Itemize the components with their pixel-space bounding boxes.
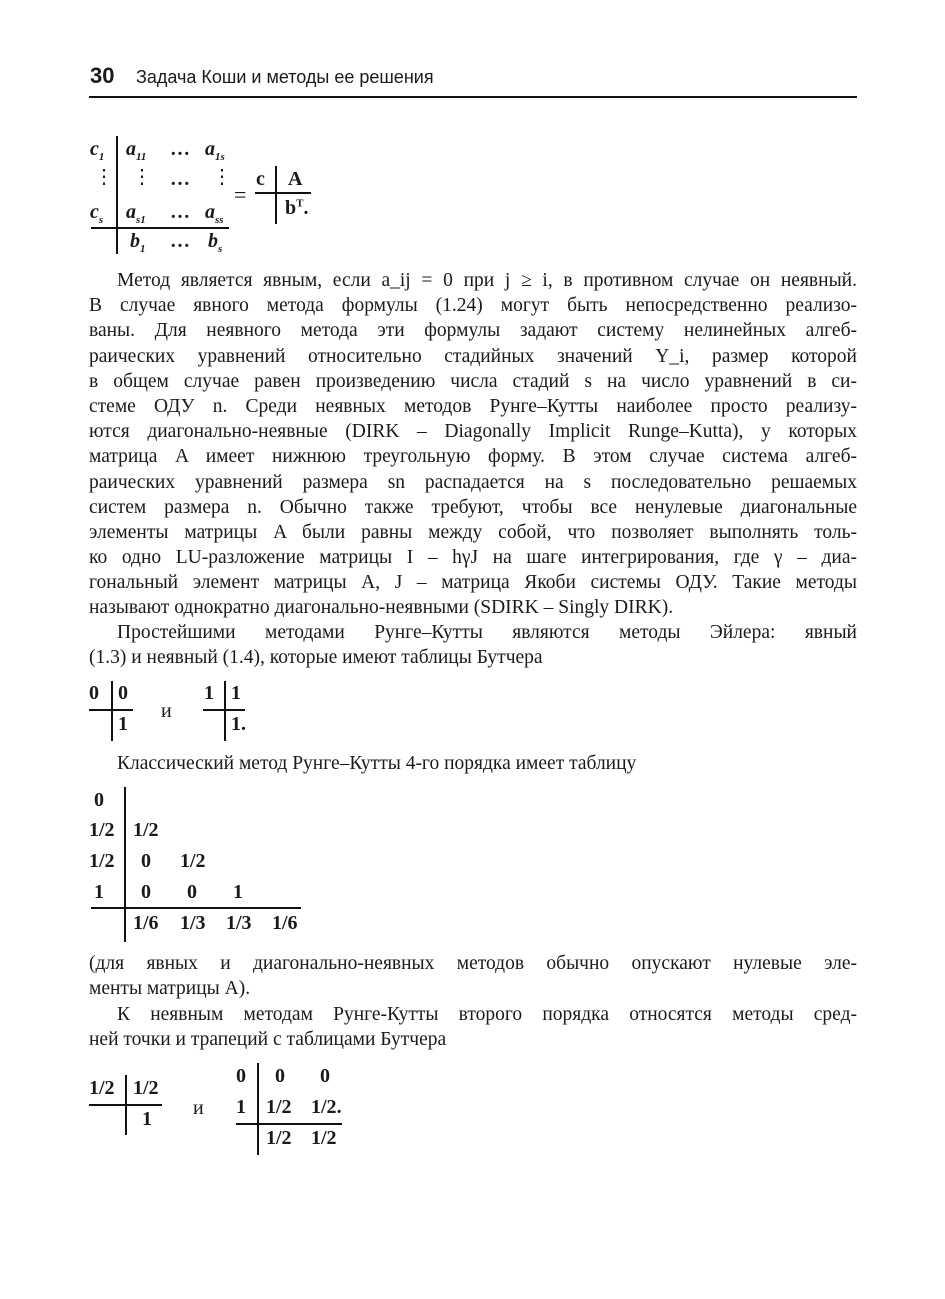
text-line: менты матрицы A). xyxy=(89,978,251,1000)
c-s: $c_s$ xyxy=(90,201,104,226)
text-line: систем размера n. Обычно также требуют, чтобы все ненулевые диагональные xyxy=(89,496,857,518)
text-line: Метод является явным, если a_ij = 0 при j ≥ i, в противном случае он неявный. xyxy=(117,270,857,291)
euler-explicit-a: 0 xyxy=(118,682,128,704)
paragraph-second-order xyxy=(89,1002,857,1052)
dots-row3: … xyxy=(170,201,190,223)
rk4-c: 1/2 xyxy=(89,819,115,841)
paragraph-euler-intro xyxy=(89,620,857,670)
trap-a: 0 xyxy=(275,1065,285,1087)
text-line: Простейшими методами Рунге–Кутты являются методы Эйлера: явный xyxy=(117,622,857,643)
paragraph-explicit-implicit xyxy=(89,268,857,621)
trap-c: 0 xyxy=(236,1065,246,1087)
a-11: $a_{11}$ xyxy=(126,138,147,163)
compact-vline xyxy=(275,166,277,224)
a-1s: $a_{1s}$ xyxy=(205,138,225,163)
text-line: ются диагонально-неявные (DIRK – Diagonally Implicit Runge–Kutta), у которых xyxy=(89,421,857,443)
rk4-vline xyxy=(124,787,126,942)
text-line: (для явных и диагонально-неявных методов обычно опускают нулевые эле- xyxy=(89,953,857,974)
rk4-b: 1/6 xyxy=(133,912,159,934)
header-rule xyxy=(89,96,857,98)
midpoint-b: 1 xyxy=(142,1108,152,1130)
equals-sign: = xyxy=(234,182,247,207)
trap-hline xyxy=(236,1123,342,1125)
euler-explicit-c: 0 xyxy=(89,682,99,704)
b-1: $b_1$ xyxy=(130,230,146,255)
b-s: $b_s$ xyxy=(208,230,223,255)
rk4-a: 0 xyxy=(141,881,151,903)
rk4-a: 1/2 xyxy=(133,819,159,841)
euler-implicit-b: 1. xyxy=(231,713,246,735)
trap-a: 1/2 xyxy=(266,1096,292,1118)
paragraph-note-zeros xyxy=(89,951,857,1001)
text-line: стеме ОДУ n. Среди неявных методов Рунге–Кутты наиболее просто реализу- xyxy=(89,395,857,417)
rk4-a: 1/2 xyxy=(180,850,206,872)
c-1: $c_1$ xyxy=(90,138,105,163)
conjunction-and-2: и xyxy=(193,1097,204,1119)
butcher-general-hline xyxy=(91,227,229,229)
euler-implicit-a: 1 xyxy=(231,682,241,704)
text-line: раических уравнений размера sn распадается на s последовательно решаемых xyxy=(89,471,857,493)
euler-implicit-vline xyxy=(224,681,226,741)
euler-implicit-hline xyxy=(203,709,245,711)
euler-explicit-b: 1 xyxy=(118,713,128,735)
text-line: ней точки и трапеций с таблицами Бутчера xyxy=(89,1029,447,1051)
text-line: гональный элемент матрицы A, J – матрица Якоби системы ОДУ. Такие методы xyxy=(89,572,857,594)
trap-b: 1/2 xyxy=(311,1127,337,1149)
midpoint-c: 1/2 xyxy=(89,1077,115,1099)
rk4-hline xyxy=(91,907,301,909)
butcher-general-vline xyxy=(116,136,118,254)
text-line: ваны. Для неявного метода эти формулы задают систему нелинейных алгеб- xyxy=(89,320,857,342)
rk4-c: 1 xyxy=(94,881,104,903)
vdots-col1: ⋮ xyxy=(132,166,152,188)
trap-a: 0 xyxy=(320,1065,330,1087)
euler-implicit-c: 1 xyxy=(204,682,214,704)
rk4-c: 1/2 xyxy=(89,850,115,872)
midpoint-hline xyxy=(89,1104,162,1106)
rk4-a: 1 xyxy=(233,881,243,903)
text-line: ко одно LU-разложение матрицы I – hγJ на шаге интегрирования, где γ – диа- xyxy=(89,547,857,569)
trap-b: 1/2 xyxy=(266,1127,292,1149)
compact-bT: $b^T$. xyxy=(285,197,309,219)
running-header-title: Задача Коши и методы ее решения xyxy=(136,67,434,87)
text-line: (1.3) и неявный (1.4), которые имеют таблицы Бутчера xyxy=(89,647,543,669)
dots-row2: … xyxy=(170,168,190,190)
text-line: К неявным методам Рунге-Кутты второго порядка относятся методы сред- xyxy=(117,1004,857,1025)
text-line: называют однократно диагонально-неявными (SDIRK – Singly DIRK). xyxy=(89,597,674,619)
text-line: раических уравнений относительно стадийных значений Y_i, размер которой xyxy=(89,345,857,367)
text-line: матрица A имеет нижнюю треугольную форму. В этом случае система алгеб- xyxy=(89,446,857,468)
a-ss: $a_{ss}$ xyxy=(205,201,224,226)
compact-c: c xyxy=(256,168,265,190)
rk4-b: 1/6 xyxy=(272,912,298,934)
rk4-a: 0 xyxy=(187,881,197,903)
text-line: Классический метод Рунге–Кутты 4-го порядка имеет таблицу xyxy=(117,753,637,774)
text-line: элементы матрицы A были равны между собой, что позволяет выполнять толь- xyxy=(89,521,857,543)
text-line: в общем случае равен произведению числа стадий s на число уравнений в си- xyxy=(89,370,857,392)
trap-c: 1 xyxy=(236,1096,246,1118)
vdots-col3: ⋮ xyxy=(212,166,232,188)
trap-a: 1/2. xyxy=(311,1096,342,1118)
dots-b: … xyxy=(170,230,190,252)
a-s1: $a_{s1}$ xyxy=(126,201,146,226)
rk4-a: 0 xyxy=(141,850,151,872)
page-number: 30 xyxy=(90,63,115,88)
rk4-c: 0 xyxy=(94,789,104,811)
euler-explicit-hline xyxy=(89,709,133,711)
rk4-b: 1/3 xyxy=(180,912,206,934)
euler-explicit-vline xyxy=(111,681,113,741)
text-line: В случае явного метода формулы (1.24) могут быть непосредственно реализо- xyxy=(89,295,857,317)
c-vdots: ⋮ xyxy=(94,166,114,188)
trap-vline xyxy=(257,1063,259,1155)
paragraph-rk4-intro xyxy=(89,751,857,776)
midpoint-a: 1/2 xyxy=(133,1077,159,1099)
compact-A: A xyxy=(288,168,303,190)
conjunction-and: и xyxy=(161,700,172,722)
rk4-b: 1/3 xyxy=(226,912,252,934)
compact-hline xyxy=(255,192,311,194)
dots-row1: … xyxy=(170,138,190,160)
